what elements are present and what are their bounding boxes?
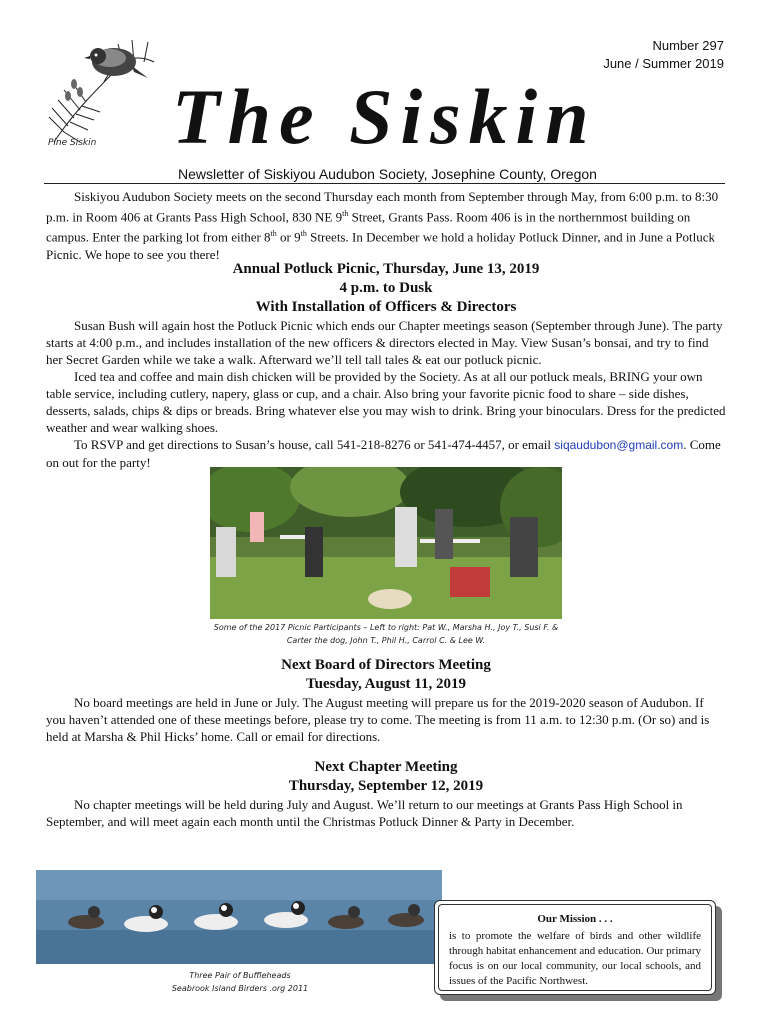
masthead-divider — [44, 183, 725, 184]
board-heading: Next Board of Directors Meeting — [281, 657, 491, 673]
board-section — [46, 656, 726, 745]
board-date: Tuesday, August 11, 2019 — [306, 676, 466, 692]
issue-info — [603, 37, 724, 73]
bufflehead-photo — [36, 870, 442, 964]
issue-number: Number 297 — [652, 38, 724, 53]
picnic-photo — [210, 467, 562, 619]
picnic-section — [46, 260, 726, 471]
newsletter-subtitle: Newsletter of Siskiyou Audubon Society, Josephine County, Oregon — [178, 166, 597, 182]
mission-box — [434, 900, 716, 995]
intro-section — [46, 188, 726, 263]
picnic-heading: Annual Potluck Picnic, Thursday, June 13, 2019 — [232, 261, 540, 277]
email-link[interactable]: siqaudubon@gmail.com — [554, 438, 684, 452]
pine-siskin-drawing-icon — [44, 22, 164, 152]
bufflehead-caption: Three Pair of Buffleheads Seabrook Island Birders .org 2011 — [171, 971, 309, 993]
board-paragraph: No board meetings are held in June or July. The August meeting will prepare us for the 2019-2020 season of Audubon. If you haven’t attended one of these meetings before, please try to come. The meeting is from 11 a.m. to 12:30 p.m. (Or so) and is held at Marsha & Phil Hicks’ home. Call or email for directions. — [46, 695, 710, 744]
issue-date: June / Summer 2019 — [603, 56, 724, 71]
mission-title: Our Mission . . . — [537, 913, 613, 925]
chapter-date: Thursday, September 12, 2019 — [288, 778, 484, 794]
logo-caption: Pine Siskin — [48, 138, 97, 148]
picnic-time: 4 p.m. to Dusk — [339, 280, 433, 296]
picnic-installation: With Installation of Officers & Directors — [255, 299, 517, 315]
picnic-paragraph-2: Iced tea and coffee and main dish chicken will be provided by the Society. As at all our potluck meals, BRING your own table service, including cutlery, napery, glass or cup, and a chair. Also bring your favorite picnic food to share – side dishes, desserts, salads, chips & dips or breads. Bring whatever else you may wish to drink. Bring your binoculars. Dress for the predicted weather and wear walking shoes. — [46, 369, 726, 435]
mission-box-inner — [438, 904, 712, 991]
chapter-paragraph: No chapter meetings will be held during July and August. We’ll return to our meetings at Grants Pass High School in September, and will meet again each month until the Christmas Potluck Dinner & Party in December. — [46, 797, 683, 829]
picnic-photo-caption: Some of the 2017 Picnic Participants – Left to right: Pat W., Marsha H., Joy T., Susi F. & Carter the dog, John T., Phil H., Carrol C. & Lee W. — [213, 623, 559, 645]
picnic-paragraph-3: To RSVP and get directions to Susan’s house, call 541-218-8276 or 541-474-4457, or email siqaudubon@gmail.com. Come on out for the party! — [46, 437, 721, 470]
chapter-heading: Next Chapter Meeting — [314, 759, 458, 775]
mission-body: is to promote the welfare of birds and other wildlife through habitat enhancement and education. Our primary focus is on our local community, our local schools, and issues of the Pacific Northwest. — [449, 930, 701, 987]
picnic-paragraph-1: Susan Bush will again host the Potluck Picnic which ends our Chapter meetings season (September through June). The party starts at 4:00 p.m., and includes installation of the new officers & directors elected in May. View Susan’s bonsai, and try to find her Secret Garden while we take a walk. Afterward we’ll tell tall tales & eat our potluck picnic. — [46, 318, 723, 367]
newsletter-title: The Siskin — [172, 73, 597, 160]
chapter-section — [46, 758, 726, 830]
intro-paragraph: Siskiyou Audubon Society meets on the second Thursday each month from September through May, from 6:00 p.m. to 8:30 p.m. in Room 406 at Grants Pass High School, 830 NE 9th Street, Grants Pass. Room 406 is in the northernmost building on campus. Enter the parking lot from either 8th or 9th Streets. In December we hold a holiday Potluck Dinner, and in June a Potluck Picnic. We hope to see you there! — [46, 189, 719, 262]
pine-siskin-logo — [44, 22, 164, 152]
